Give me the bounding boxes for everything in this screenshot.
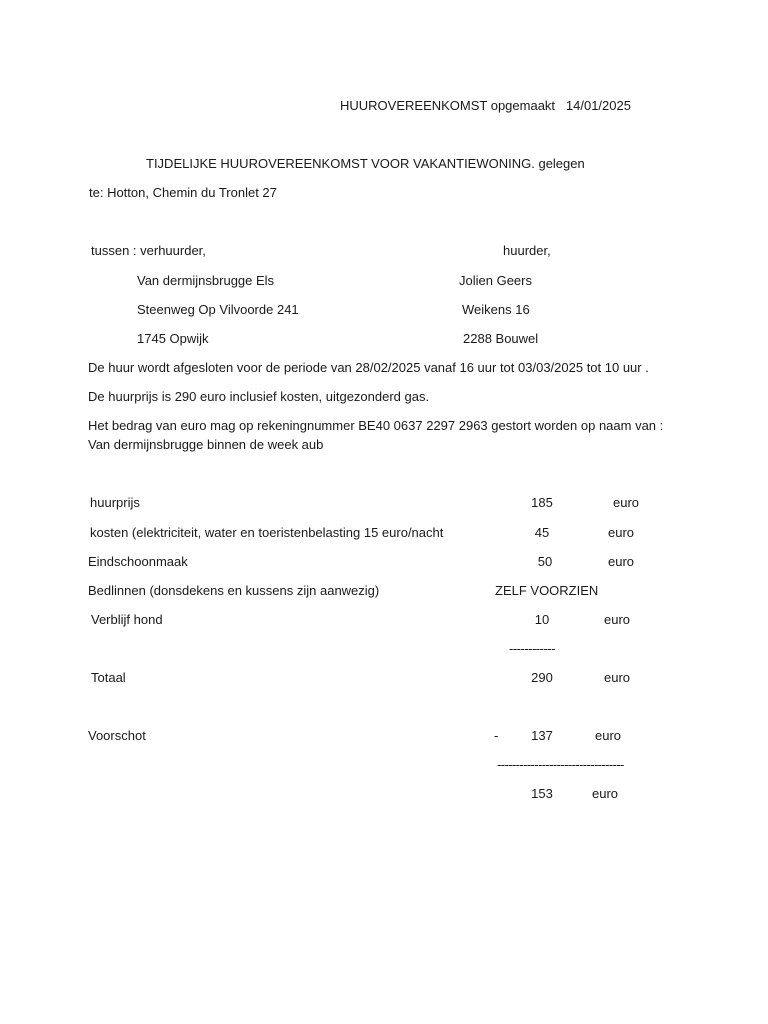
separator-line: ------------ (509, 641, 555, 656)
cost-label: Verblijf hond (91, 612, 163, 627)
title-text: HUUROVEREENKOMST opgemaakt (340, 98, 556, 113)
tenant-label: huurder, (503, 243, 551, 258)
cost-label: kosten (elektriciteit, water en toeristenbelasting 15 euro/nacht (90, 525, 444, 540)
advance-unit: euro (595, 728, 622, 743)
cost-label: Bedlinnen (donsdekens en kussens zijn aanwezig) (88, 583, 380, 598)
cost-label: huurprijs (90, 495, 140, 510)
tenant-street: Weikens 16 (462, 302, 530, 317)
parties-intro: tussen : verhuurder, (91, 243, 206, 258)
cost-unit: euro (608, 525, 635, 540)
cost-unit: euro (608, 554, 635, 569)
cost-label: Eindschoonmaak (88, 554, 188, 569)
payment-recipient: Van dermijnsbrugge binnen de week aub (88, 437, 324, 452)
cost-unit: euro (613, 495, 640, 510)
cost-unit: euro (604, 612, 631, 627)
separator-line: ---------------------------------- (497, 757, 624, 772)
landlord-city: 1745 Opwijk (137, 331, 209, 346)
tenant-city: 2288 Bouwel (463, 331, 539, 346)
advance-amount: 137 (531, 728, 553, 743)
rental-period: De huur wordt afgesloten voor de periode van 28/02/2025 vanaf 16 uur tot 03/03/2025 tot 10 uur . (88, 360, 649, 375)
rental-price: De huurprijs is 290 euro inclusief kosten, uitgezonderd gas. (88, 389, 430, 404)
subject-line-1: TIJDELIJKE HUUROVEREENKOMST VOOR VAKANTIEWONING. gelegen (146, 156, 585, 171)
balance-amount: 153 (531, 786, 553, 801)
cost-amount: 185 (531, 495, 553, 510)
payment-details: Het bedrag van euro mag op rekeningnummer BE40 0637 2297 2963 gestort worden op naam van : (88, 418, 664, 433)
cost-amount: 50 (537, 554, 553, 569)
cost-amount: ZELF VOORZIEN (495, 583, 599, 598)
advance-label: Voorschot (88, 728, 146, 743)
advance-sign: - (494, 728, 499, 743)
landlord-name: Van dermijnsbrugge Els (137, 273, 275, 288)
total-unit: euro (604, 670, 631, 685)
balance-unit: euro (592, 786, 619, 801)
tenant-name: Jolien Geers (459, 273, 532, 288)
total-label: Totaal (91, 670, 126, 685)
total-amount: 290 (531, 670, 553, 685)
cost-amount: 45 (534, 525, 550, 540)
landlord-street: Steenweg Op Vilvoorde 241 (137, 302, 299, 317)
title-date: 14/01/2025 (565, 98, 631, 113)
document-title (340, 98, 631, 114)
cost-amount: 10 (534, 612, 550, 627)
subject-line-2: te: Hotton, Chemin du Tronlet 27 (89, 185, 277, 200)
